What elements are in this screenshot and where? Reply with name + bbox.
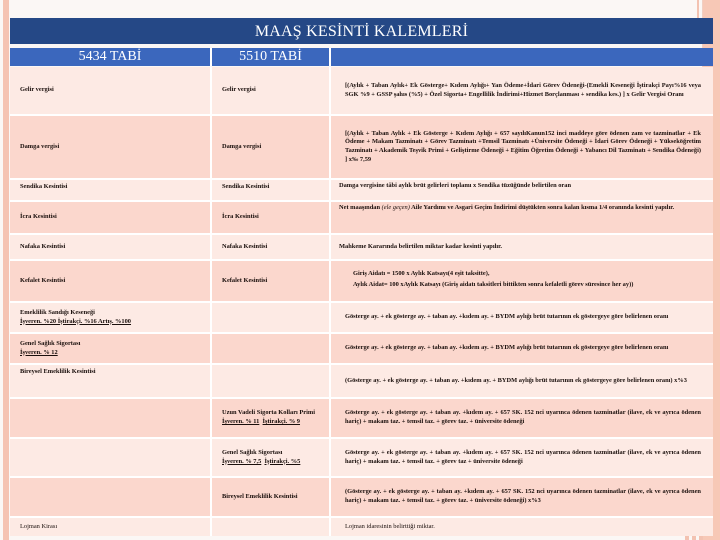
cell-description: Gösterge ay. + ek gösterge ay. + taban ay. +kıdem ay. + BYDM aylığı brüt tutarının ek göstergeye göre belirlenen oranı bbox=[331, 334, 713, 363]
table-row-nafaka bbox=[10, 235, 713, 259]
column-headers bbox=[10, 48, 713, 66]
cell-description: Mahkeme Kararında belirtilen miktar kadar kesinti yapılır. bbox=[331, 235, 713, 259]
cell-5434 bbox=[10, 478, 210, 516]
cell-description: [(Aylık + Taban Aylık+ Ek Gösterge+ Kıdem Aylığı+ Yan Ödeme+İdari Görev Ödeneği-(Emekli Keseneği İştirakçi Payı%16 veya SGK %9 + GSSP şahıs (%5) + Özel Sigorta+ Engellilik İndirimi+Hizmet Borçlanması + sendika kes.) ] x Gelir Vergisi Oranı bbox=[331, 67, 713, 114]
cell-5510 bbox=[212, 399, 329, 437]
cell-5510: Damga vergisi bbox=[212, 116, 329, 178]
gss-rates: İşveren. % 12 bbox=[20, 348, 58, 356]
gss-5510-istirakci: İştirakçi. %5 bbox=[264, 457, 301, 465]
kefalet-line-1: Giriş Aidatı = 1500 x Aylık Katsayı(4 eşit taksitte), bbox=[353, 270, 490, 278]
cell-5434: Lojman Kirası bbox=[10, 518, 210, 536]
cell-5510 bbox=[212, 518, 329, 536]
cell-5510 bbox=[212, 303, 329, 332]
cell-5434: Sendika Kesintisi bbox=[10, 180, 210, 200]
kefalet-line-2: Aylık Aidat= 100 xAylık Katsayı (Giriş aidatı taksitleri bittikten sonra kefaletli görev süresince her ay)) bbox=[353, 281, 634, 288]
cell-description: Damga vergisine tâbi aylık brüt gelirleri toplamı x Sendika tüzüğünde belirtilen oran bbox=[331, 180, 713, 200]
cell-description bbox=[331, 202, 713, 233]
table-row-gelir-vergisi bbox=[10, 67, 713, 114]
table-title: MAAŞ KESİNTİ KALEMLERİ bbox=[10, 18, 713, 44]
table-row-kefalet bbox=[10, 261, 713, 301]
deductions-table bbox=[10, 18, 713, 538]
uzun-vadeli-isveren: İşveren. % 11 bbox=[222, 418, 260, 425]
cell-5434: İcra Kesintisi bbox=[10, 202, 210, 233]
cell-5510: Sendika Kesintisi bbox=[212, 180, 329, 200]
cell-5434: Gelir vergisi bbox=[10, 67, 210, 114]
header-description bbox=[331, 48, 713, 66]
left-accent-bar bbox=[3, 0, 9, 540]
cell-description bbox=[331, 261, 713, 301]
cell-5434 bbox=[10, 303, 210, 332]
cell-5510 bbox=[212, 334, 329, 363]
cell-5434: Nafaka Kesintisi bbox=[10, 235, 210, 259]
icra-text-pre: Net maaşından bbox=[339, 204, 382, 211]
cell-description: Gösterge ay. + ek gösterge ay. + taban ay. +kıdem ay. + 657 SK. 152 nci uyarınca ödenen tazminatlar (ilave, ek ve ayrıca ödenen hariç) + makam taz. + temsil taz. + görev taz + üniversite ödeneği bbox=[331, 439, 713, 476]
emeklilik-rates: İşveren. %20 İştirakçi. %16 Artış. %100 bbox=[20, 317, 132, 325]
cell-description: Lojman idaresinin belirttiği miktar. bbox=[331, 518, 713, 536]
cell-5434: Damga vergisi bbox=[10, 116, 210, 178]
table-row-genel-saglik-5434 bbox=[10, 334, 713, 363]
icra-text-italic: (ele geçen) bbox=[381, 204, 410, 211]
table-row-damga-vergisi bbox=[10, 116, 713, 178]
gss-5510-title: Genel Sağlık Sigortası bbox=[222, 448, 283, 456]
header-5510: 5510 TABİ bbox=[212, 48, 329, 66]
table-row-emeklilik-sandigi bbox=[10, 303, 713, 332]
table-row-bireysel-emeklilik-5510 bbox=[10, 478, 713, 516]
cell-5510: İcra Kesintisi bbox=[212, 202, 329, 233]
gss-5510-isveren: İşveren. % 7,5 bbox=[222, 457, 262, 465]
cell-5434: Bireysel Emeklilik Kesintisi bbox=[10, 365, 210, 397]
cell-description: Gösterge ay. + ek gösterge ay. + taban ay. +kıdem ay. + BYDM aylığı brüt tutarının ek göstergeye göre belirlenen oranı bbox=[331, 303, 713, 332]
cell-5510 bbox=[212, 439, 329, 476]
cell-5510: Nafaka Kesintisi bbox=[212, 235, 329, 259]
cell-5434: Kefalet Kesintisi bbox=[10, 261, 210, 301]
uzun-vadeli-istirakci: İştirakçi. % 9 bbox=[262, 418, 301, 425]
cell-description: Gösterge ay. + ek gösterge ay. + taban ay. +kıdem ay. + 657 SK. 152 nci uyarınca ödenen tazminatlar (ilave, ek ve ayrıca ödenen hariç) + makam taz. + temsil taz. + görev taz. + üniversite ödeneği bbox=[331, 399, 713, 437]
cell-5510: Gelir vergisi bbox=[212, 67, 329, 114]
cell-description: [(Aylık + Taban Aylık + Ek Gösterge + Kıdem Aylığı + 657 sayılıKanun152 inci maddeye göre ödenen zam ve tazminatlar + Ek Ödeme + Makam Tazminatı + Görev Tazminatı +Temsil Tazminatı +Üniversite Ödeneği + İdari Görev Ödeneği + Yükseköğretim Tazminatı + Akademik Teşvik Primi + Geliştirme Ödeneği + Eğitim Öğretim Ödeneği + Yabancı Dil Tazminatı + Sendika Ödeneği) ] x‰ 7,59 bbox=[331, 116, 713, 178]
table-row-lojman bbox=[10, 518, 713, 536]
table-row-sendika bbox=[10, 180, 713, 200]
cell-description: (Gösterge ay. + ek gösterge ay. + taban ay. +kıdem ay. + BYDM aylığı brüt tutarının ek göstergeye göre belirlenen oranı) x%3 bbox=[331, 365, 713, 397]
table-body bbox=[10, 67, 713, 536]
right-accent-line bbox=[697, 0, 699, 18]
cell-5510 bbox=[212, 365, 329, 397]
table-row-bireysel-emeklilik-5434 bbox=[10, 365, 713, 397]
uzun-vadeli-title: Uzun Vadeli Sigorta Kolları Primi bbox=[222, 409, 316, 417]
gss-title: Genel Sağlık Sigortası bbox=[20, 339, 81, 347]
emeklilik-title: Emeklilik Sandığı Keseneği bbox=[20, 308, 95, 316]
header-5434: 5434 TABİ bbox=[10, 48, 210, 66]
table-row-icra bbox=[10, 202, 713, 233]
cell-5434 bbox=[10, 399, 210, 437]
cell-5434 bbox=[10, 334, 210, 363]
cell-5510: Kefalet Kesintisi bbox=[212, 261, 329, 301]
cell-5510: Bireysel Emeklilik Kesintisi bbox=[212, 478, 329, 516]
icra-text-post: Aile Yardımı ve Asgari Geçim İndirimi düştükten sonra kalan kısma 1/4 oranında kesinti yapılır. bbox=[409, 204, 675, 211]
cell-description: (Gösterge ay. + ek gösterge ay. + taban ay. +kıdem ay. + 657 SK. 152 nci uyarınca ödenen tazminatlar (ilave, ek ve ayrıca ödenen hariç) + makam taz. + temsil taz. + görev taz. + üniversite ödeneği) x%3 bbox=[331, 478, 713, 516]
table-row-uzun-vadeli bbox=[10, 399, 713, 437]
table-row-genel-saglik-5510 bbox=[10, 439, 713, 476]
cell-5434 bbox=[10, 439, 210, 476]
